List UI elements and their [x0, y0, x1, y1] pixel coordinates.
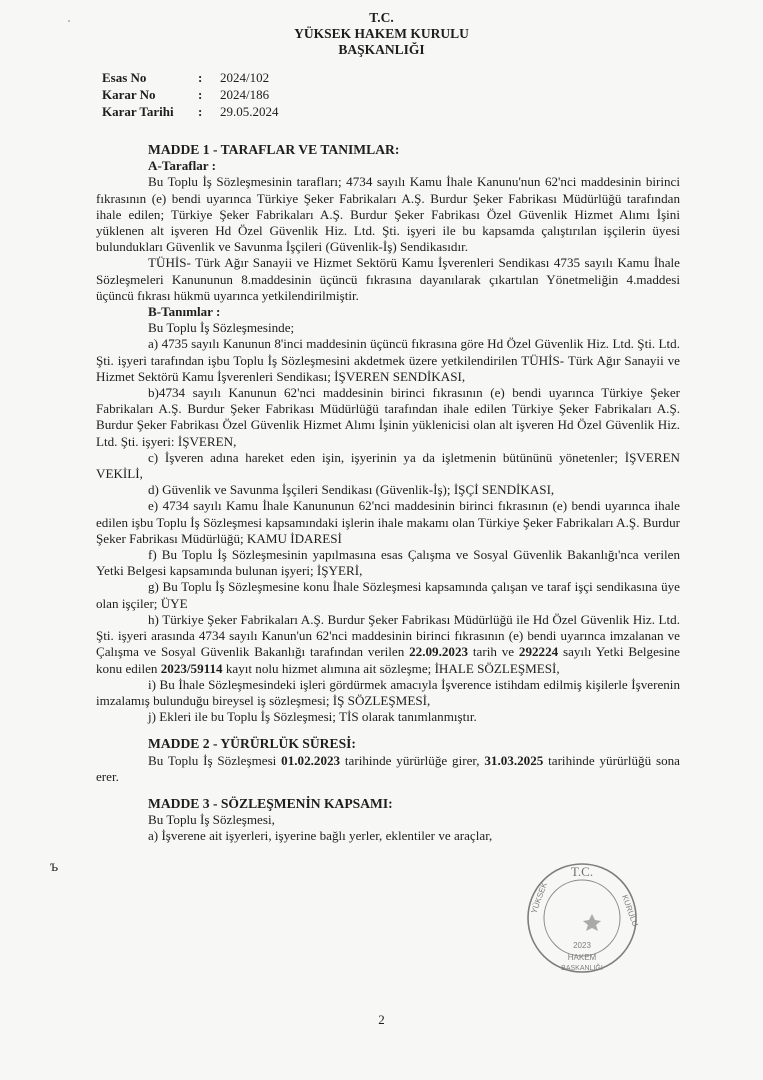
spacer [96, 725, 680, 736]
definition-h [96, 612, 680, 677]
definition-b: b)4734 sayılı Kanunun 62'nci maddesinin birinci fıkrasının (e) bendi uyarınca Türkiye Şeker Fabrikaları A.Ş. Burdur Şeker Fabrikası Müdürlüğü tarafından ihale edilen Türkiye Şeker Fabrikaları A.Ş. Burdur Şeker Fabrikası Özel Güvenlik Hizmet Alımı İşinin yüklenicisi olan alt işveren Hd Özel Güvenlik Hiz. Ltd. Şti. işyeri: İŞVEREN, [96, 385, 680, 449]
meta-colon: : [198, 70, 203, 85]
taraflar-paragraph: Bu Toplu İş Sözleşmesinin tarafları; 4734 sayılı Kamu İhale Kanunu'nun 62'nci maddesinin birinci fıkrasının (e) bendi uyarınca Türkiye Şeker Fabrikaları A.Ş. Burdur Şeker Fabrikası Müdürlüğü tarafından ihale edilen; Türkiye Şeker Fabrikaları A.Ş. Burdur Şeker Fabrikası Özel Güvenlik Hizmet Alımı İşini yüklenen alt işveren Hd Özel Güvenlik Hiz. Ltd. Şti. işyeri ile bu kapsamda çalıştırılan işçilerin üyesi bulundukları Güvenlik ve Savunma İşçileri (Güvenlik-İş) Sendikasıdır. [96, 174, 680, 255]
page-number: 2 [378, 1012, 385, 1027]
meta-colon: : [198, 104, 203, 119]
definition-d: d) Güvenlik ve Savunma İşçileri Sendikası (Güvenlik-İş); İŞÇİ SENDİKASI, [148, 482, 555, 498]
definition-j: j) Ekleri ile bu Toplu İş Sözleşmesi; TİS olarak tanımlanmıştır. [148, 709, 477, 725]
meta-row-karar [102, 87, 340, 104]
madde2-text-1: Bu Toplu İş Sözleşmesi [148, 752, 282, 768]
meta-value: 2024/186 [220, 87, 270, 102]
definition-g: g) Bu Toplu İş Sözleşmesine konu İhale Sözleşmesi kapsamında çalışan ve taraf işçi sendikasına üye olan işçiler; ÜYE [96, 579, 680, 611]
seal-top-text: T.C. [570, 864, 594, 879]
end-date: 31.03.2025 [484, 752, 544, 768]
madde3-intro: Bu Toplu İş Sözleşmesi, [148, 812, 275, 828]
taraflar-heading: A-Taraflar : [148, 158, 217, 174]
definition-h-text-4: kayıt nolu hizmet alımına ait sözleşme; İHALE SÖZLEŞMESİ, [222, 660, 560, 676]
tanimlar-intro: Bu Toplu İş Sözleşmesinde; [148, 320, 295, 336]
madde3-item-a: a) İşverene ait işyerleri, işyerine bağlı yerler, eklentiler ve araçlar, [148, 828, 493, 844]
case-metadata [102, 70, 340, 121]
yetki-date: 22.09.2023 [409, 644, 469, 660]
definition-i: i) Bu İhale Sözleşmesindeki işleri gördürmek amacıyla İşverence istihdam edilmiş kişilerle İşverenin imzalamış bulunduğu bireysel iş sözleşmesi; İŞ SÖZLEŞMESİ, [96, 676, 680, 708]
margin-handwritten-mark: ъ [50, 858, 59, 875]
meta-label: Karar Tarihi [102, 104, 174, 119]
madde1-title: MADDE 1 - TARAFLAR VE TANIMLAR: [148, 142, 400, 157]
seal-ring-bottom: HAKEM [567, 953, 597, 962]
madde2-text-3: tarihinde yürürlüğü sona erer. [96, 752, 680, 784]
header-presidency: BAŞKANLIĞI [338, 42, 425, 57]
definition-e: e) 4734 sayılı Kamu İhale Kanununun 62'nci maddesinin birinci fıkrasının (e) bendi uyarınca ihale edilen işbu Toplu İş Sözleşmesi kapsamındaki işlerin ihale makamı olan Türkiye Şeker Fabrikaları A.Ş. Burdur Şeker Fabrikası Müdürlüğü; KAMU İDARESİ [96, 498, 680, 546]
madde2-text-2: tarihinde yürürlüğe girer, [340, 752, 485, 768]
header-institution: YÜKSEK HAKEM KURULU [294, 26, 469, 41]
seal-ring-left: YÜKSEK [529, 881, 549, 915]
madde2-paragraph [96, 753, 680, 785]
definition-a: a) 4735 sayılı Kanunun 8'inci maddesinin üçüncü fıkrasına göre Hd Özel Güvenlik Hiz. Ltd. Şti. Ltd. Şti. işyeri tarafından işbu Toplu İş Sözleşmesini akdetmek üzere yetkilendirilen TÜHİS- Türk Ağır Sanayii ve Hizmet Sektörü Kamu İşverenleri Sendikası; İŞVEREN SENDİKASI, [96, 336, 680, 384]
meta-row-tarih [102, 104, 340, 121]
tuhis-paragraph: TÜHİS- Türk Ağır Sanayii ve Hizmet Sektörü Kamu İşverenleri Sendikası 4735 sayılı Kamu İhale Sözleşmeleri Kanununun 8.maddesinin üçüncü fıkrasına dayanılarak çıkartılan Yönetmeliğin 4.maddesi üçüncü fıkrası hükmü uyarınca yetkilendirilmiştir. [96, 255, 680, 303]
tanimlar-heading: B-Tanımlar : [148, 304, 221, 320]
yetki-number: 292224 [518, 644, 559, 660]
seal-ring-bottom-2: BAŞKANLIĞI [561, 965, 603, 972]
meta-label: Karar No [102, 87, 156, 102]
meta-label: Esas No [102, 70, 147, 85]
official-seal-stamp [522, 856, 642, 976]
document-body [96, 142, 680, 845]
madde2-title: MADDE 2 - YÜRÜRLÜK SÜRESİ: [148, 736, 356, 752]
madde3-title: MADDE 3 - SÖZLEŞMENİN KAPSAMI: [148, 795, 393, 811]
spacer [96, 785, 680, 796]
start-date: 01.02.2023 [281, 752, 341, 768]
meta-colon: : [198, 87, 203, 102]
meta-value: 29.05.2024 [220, 104, 279, 119]
kayit-number: 2023/59114 [160, 660, 223, 676]
meta-row-esas [102, 70, 340, 87]
definition-h-text-1: h) Türkiye Şeker Fabrikaları A.Ş. Burdur Şeker Fabrikası Müdürlüğü ile Hd Özel Güvenlik Hiz. Ltd. Şti. işyeri arasında 4734 sayılı Kanun'un 62'nci maddesinin birinci fıkrasının (e) bendi uyarınca imzalanan ve Çalışma ve Sosyal Güvenlik Bakanlığı tarafından verilen [96, 611, 680, 660]
seal-ring-right: KURULU [620, 893, 640, 928]
definition-h-text-3: sayılı Yetki Belgesine konu edilen [96, 644, 680, 676]
meta-value: 2024/102 [220, 70, 270, 85]
definition-c: c) İşveren adına hareket eden işin, işyerinin ya da işletmenin bütününü yönetenler; İŞVEREN VEKİLİ, [96, 449, 680, 482]
definition-h-text-2: tarih ve [468, 644, 519, 660]
header-tc: T.C. [369, 10, 394, 25]
seal-center-year: 2023 [573, 941, 591, 950]
definition-f: f) Bu Toplu İş Sözleşmesinin yapılmasına esas Çalışma ve Sosyal Güvenlik Bakanlığı'nca verilen Yetki Belgesi kapsamında bulunan işyeri; İŞYERİ, [96, 547, 680, 579]
